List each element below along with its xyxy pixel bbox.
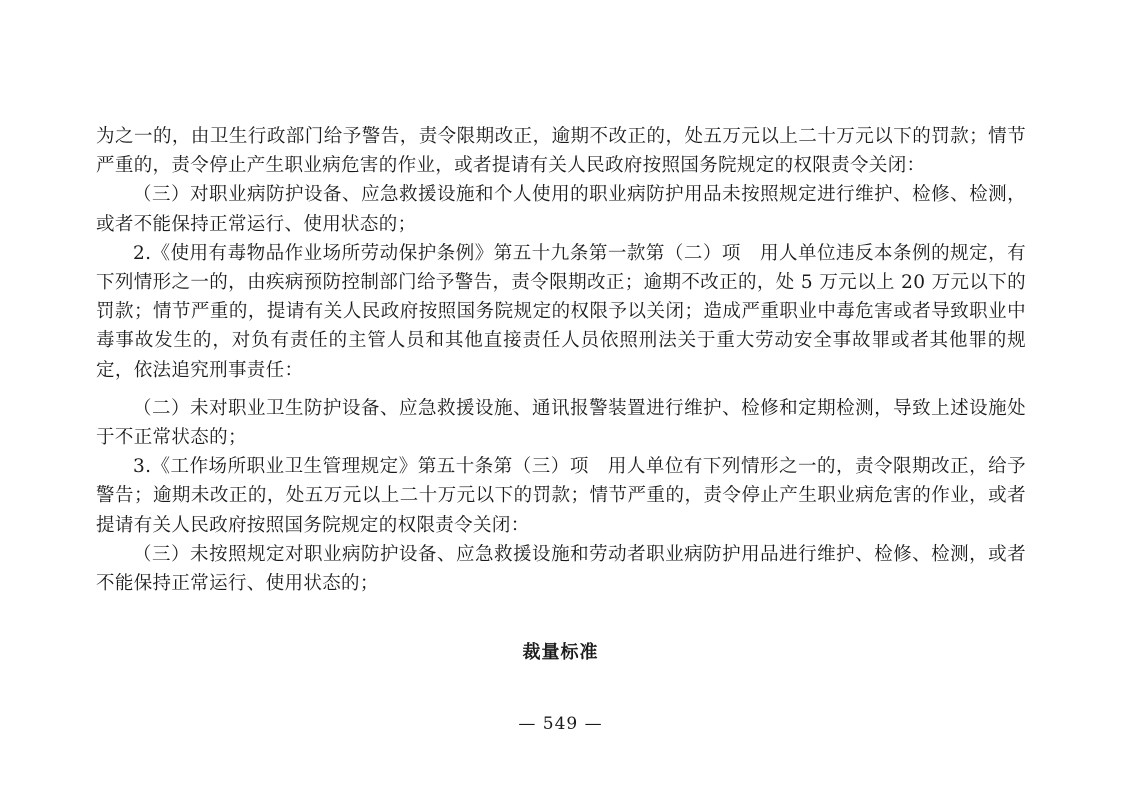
paragraph-gap xyxy=(96,385,1026,394)
paragraph-regulation-3: 3.《工作场所职业卫生管理规定》第五十条第（三）项 用人单位有下列情形之一的，责令限期改正，给予警告；逾期未改正的，处五万元以上二十万元以下的罚款；情节严重的，责令停止产生职业病危害的作业，或者提请有关人民政府按照国务院规定的权限责令关闭： xyxy=(96,456,1026,536)
page-number: — 549 — xyxy=(518,714,603,734)
paragraph-item-2-maintenance: （二）未对职业卫生防护设备、应急救援设施、通讯报警装置进行维护、检修和定期检测，导致上述设施处于不正常状态的； xyxy=(96,397,1026,449)
body-text xyxy=(96,122,1026,598)
paragraph-item-3-protection: （三）未按照规定对职业病防护设备、应急救援设施和劳动者职业病防护用品进行维护、检修、检测，或者不能保持正常运行、使用状态的； xyxy=(96,543,1026,595)
paragraph-continuation: 为之一的，由卫生行政部门给予警告，责令限期改正，逾期不改正的，处五万元以上二十万元以下的罚款；情节严重的，责令停止产生职业病危害的作业，或者提请有关人民政府按照国务院规定的权限责令关闭： xyxy=(96,126,1026,177)
section-heading: 裁量标准 xyxy=(522,642,599,663)
paragraph-item-3-equipment: （三）对职业病防护设备、应急救援设施和个人使用的职业病防护用品未按照规定进行维护、检修、检测，或者不能保持正常运行、使用状态的； xyxy=(96,184,1026,235)
paragraph-regulation-2: 2.《使用有毒物品作业场所劳动保护条例》第五十九条第一款第（二）项 用人单位违反本条例的规定，有下列情形之一的，由疾病预防控制部门给予警告，责令限期改正；逾期不改正的，处 5 万元以上 20 万元以下的罚款；情节严重的，提请有关人民政府按照国务院规定的权限予以关闭；造成严重职业中毒危害或者导致职业中毒事故发生的，对负有责任的主管人员和其他直接责任人员依照刑法关于重大劳动安全事故罪或者其他罪的规定，依法追究刑事责任： xyxy=(96,242,1026,381)
